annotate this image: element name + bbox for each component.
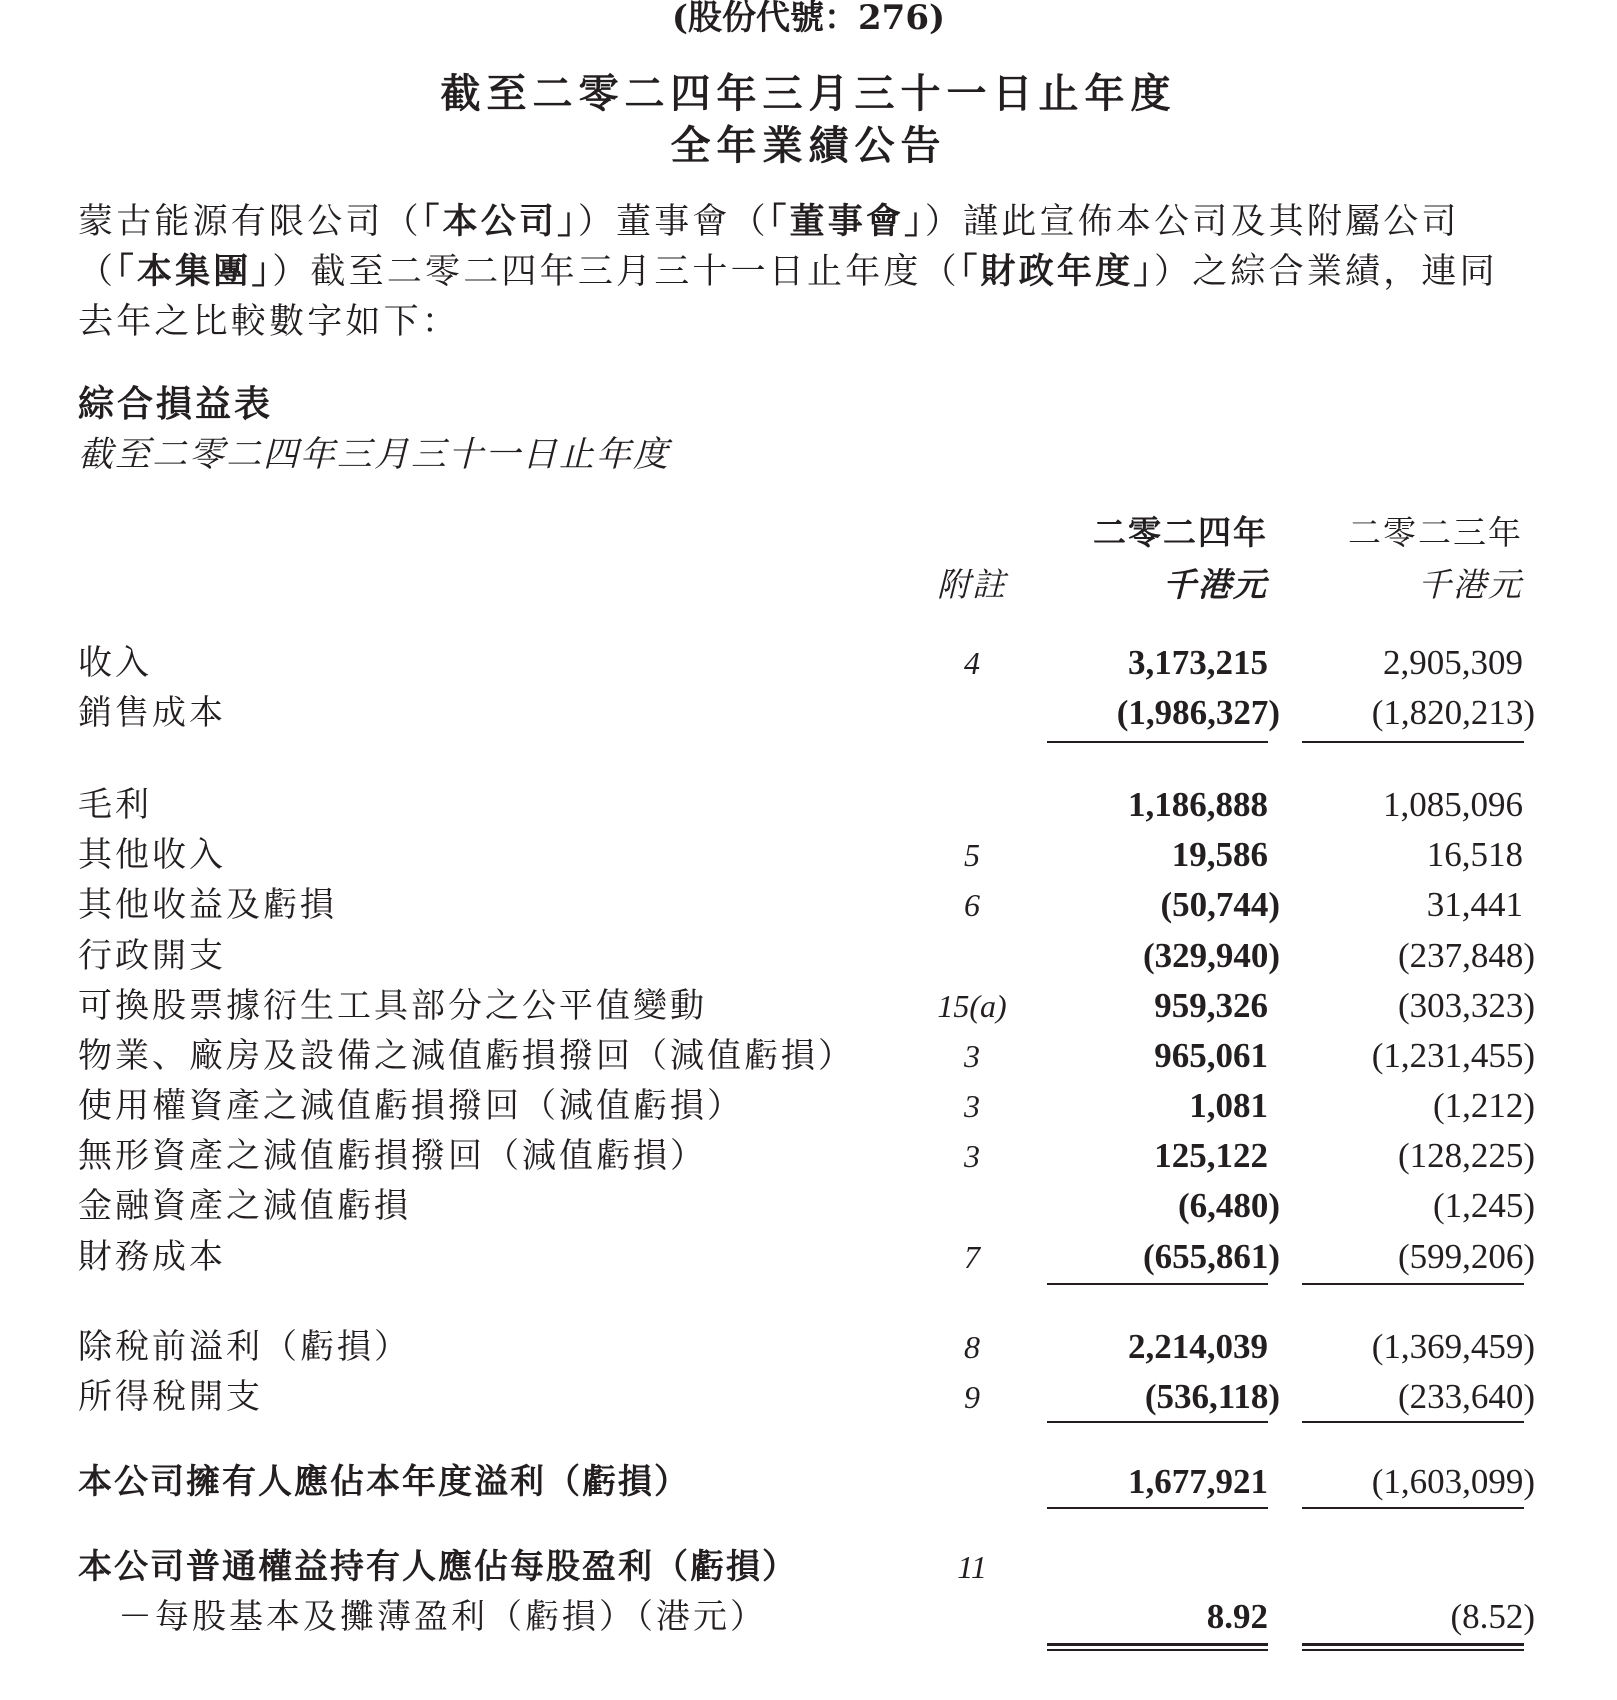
value-current-year: 1,186,888 (1128, 785, 1268, 824)
value-prior-year: (237,848) (1397, 936, 1535, 975)
row-label: 毛利 (78, 785, 152, 825)
defined-term: 「本集團」 (116, 252, 273, 292)
row-note: 3 (964, 1138, 980, 1174)
row-note: 3 (964, 1038, 980, 1074)
value-current-year: (50,744) (1160, 885, 1280, 924)
value-current-year: (536,118) (1144, 1377, 1280, 1416)
row-note: 9 (964, 1379, 980, 1415)
row-label: 物業、廠房及設備之減值虧損撥回（減值虧損） (78, 1036, 855, 1076)
row-note: 8 (964, 1329, 980, 1365)
subtotal-rule (1302, 1421, 1524, 1423)
column-unit-current: 千港元 (1163, 565, 1268, 604)
row-note: 5 (964, 837, 980, 873)
value-prior-year: 16,518 (1426, 835, 1523, 874)
row-label: 無形資產之減值虧損撥回（減值虧損） (78, 1136, 707, 1176)
row-label: 銷售成本 (78, 693, 226, 733)
value-prior-year: 2,905,309 (1383, 643, 1523, 682)
row-label: 本公司擁有人應佔本年度溢利（虧損） (78, 1462, 690, 1502)
value-current-year: (6,480) (1177, 1186, 1280, 1225)
value-current-year: 3,173,215 (1128, 643, 1268, 682)
subtotal-rule (1302, 1507, 1524, 1509)
value-prior-year: (1,820,213) (1371, 693, 1535, 732)
stock-code: (股份代號：276) (671, 0, 946, 38)
intro-text: ）截至二零二四年三月三十一日止年度（ (272, 252, 960, 292)
value-prior-year: (1,603,099) (1371, 1462, 1535, 1501)
row-note: 11 (957, 1549, 987, 1585)
value-current-year: 8.92 (1206, 1597, 1268, 1636)
row-label: 財務成本 (78, 1237, 226, 1277)
column-unit-prior: 千港元 (1418, 565, 1523, 604)
value-prior-year: (1,369,459) (1371, 1327, 1535, 1366)
statement-subtitle: 截至二零二四年三月三十一日止年度 (78, 435, 671, 475)
value-prior-year: 31,441 (1426, 885, 1523, 924)
column-year-prior: 二零二三年 (1348, 513, 1523, 552)
defined-term: 「財政年度」 (959, 252, 1155, 292)
column-year-current: 二零二四年 (1093, 513, 1268, 552)
value-prior-year: (599,206) (1397, 1237, 1535, 1276)
row-label: 使用權資產之減值虧損撥回（減值虧損） (78, 1086, 744, 1126)
value-current-year: (1,986,327) (1116, 693, 1280, 732)
row-label: 行政開支 (78, 936, 226, 976)
subtotal-rule (1047, 1283, 1268, 1285)
announcement-title-line2: 全年業績公告 (670, 123, 947, 169)
intro-paragraph (78, 197, 1528, 347)
subtotal-rule (1302, 741, 1524, 743)
value-current-year: 1,081 (1189, 1086, 1268, 1125)
value-current-year: 19,586 (1171, 835, 1268, 874)
row-label: 收入 (78, 643, 152, 683)
value-current-year: (329,940) (1142, 936, 1280, 975)
subtotal-rule (1047, 741, 1268, 743)
value-current-year: 965,061 (1154, 1036, 1268, 1075)
row-note: 15(a) (937, 988, 1007, 1024)
value-prior-year: (1,231,455) (1371, 1036, 1535, 1075)
double-underline (1302, 1643, 1524, 1651)
row-label: 金融資產之減值虧損 (78, 1186, 411, 1226)
statement-heading: 綜合損益表 (78, 384, 274, 425)
row-label: 其他收入 (78, 835, 226, 875)
row-label: 本公司普通權益持有人應佔每股盈利（虧損） (78, 1547, 798, 1587)
row-label: 其他收益及虧損 (78, 885, 337, 925)
row-note: 7 (964, 1239, 980, 1275)
value-prior-year: (8.52) (1450, 1597, 1535, 1636)
row-note: 3 (964, 1088, 980, 1124)
defined-term: 「董事會」 (768, 202, 925, 242)
intro-text: ）謹此宣佈本公司及其附屬公司（ (78, 202, 1460, 292)
subtotal-rule (1047, 1421, 1268, 1423)
value-prior-year: (303,323) (1397, 986, 1535, 1025)
value-prior-year: (128,225) (1397, 1136, 1535, 1175)
value-current-year: 959,326 (1154, 986, 1268, 1025)
value-current-year: 1,677,921 (1128, 1462, 1268, 1501)
value-current-year: 125,122 (1154, 1136, 1268, 1175)
value-prior-year: (1,245) (1432, 1186, 1535, 1225)
value-prior-year: 1,085,096 (1383, 785, 1523, 824)
row-note: 4 (964, 645, 980, 681)
row-label: 除稅前溢利（虧損） (78, 1327, 411, 1367)
intro-text: ）之綜合業績，連同去年之比較數字如下： (78, 252, 1498, 342)
column-note-label: 附註 (937, 565, 1007, 604)
announcement-title-line1: 截至二零二四年三月三十一日止年度 (440, 71, 1177, 117)
intro-text: 蒙古能源有限公司（ (78, 202, 422, 242)
row-label: 所得稅開支 (78, 1377, 263, 1417)
subtotal-rule (1047, 1507, 1268, 1509)
defined-term: 「本公司」 (421, 202, 578, 242)
value-current-year: (655,861) (1142, 1237, 1280, 1276)
row-label: －每股基本及攤薄盈利（虧損）（港元） (118, 1597, 767, 1637)
value-current-year: 2,214,039 (1128, 1327, 1268, 1366)
intro-text: ）董事會（ (577, 202, 769, 242)
row-note: 6 (964, 887, 980, 923)
value-prior-year: (1,212) (1432, 1086, 1535, 1125)
double-underline (1047, 1643, 1268, 1651)
subtotal-rule (1302, 1283, 1524, 1285)
value-prior-year: (233,640) (1397, 1377, 1535, 1416)
row-label: 可換股票據衍生工具部分之公平值變動 (78, 986, 707, 1026)
